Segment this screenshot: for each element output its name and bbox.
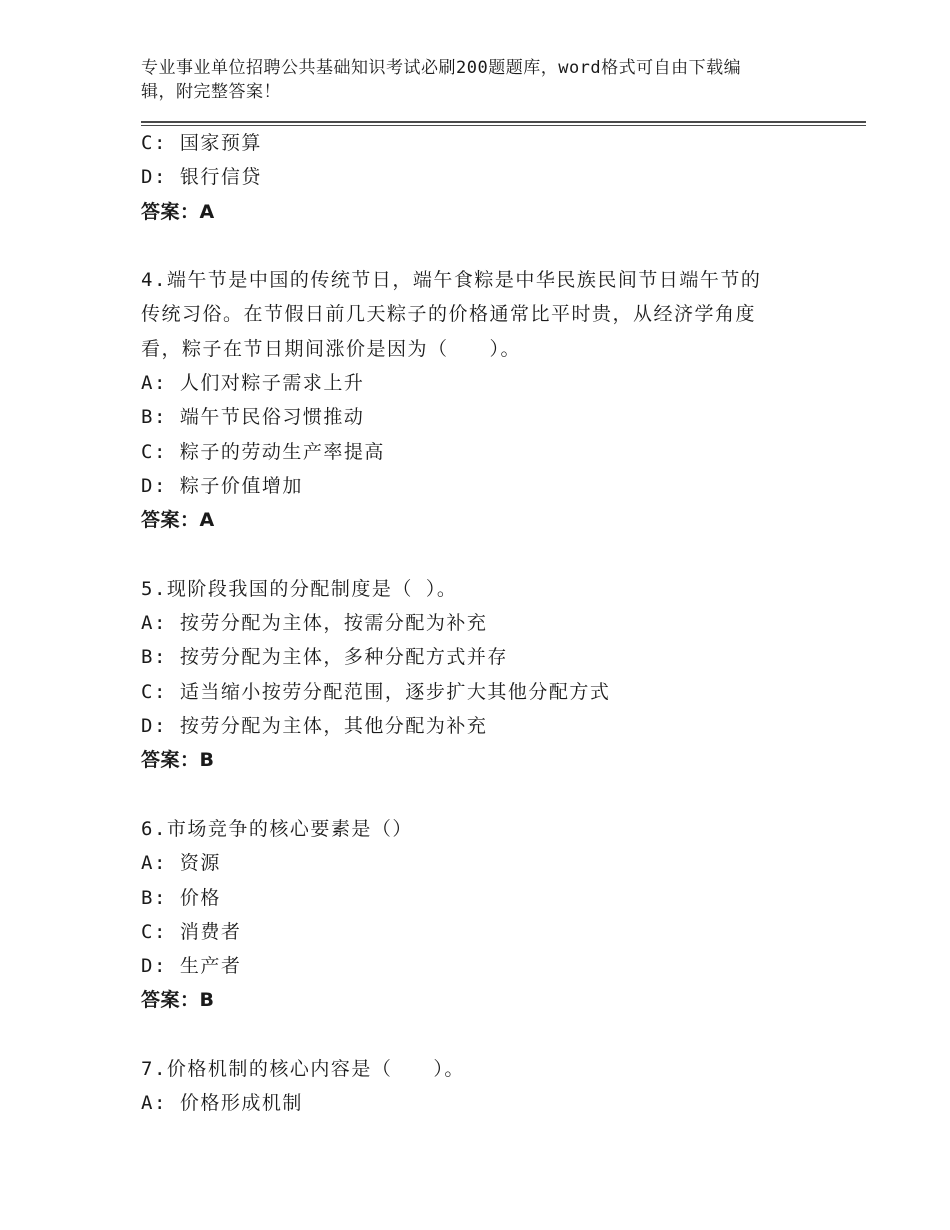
option-a: A: 价格形成机制 <box>141 1092 303 1115</box>
option-b: B: 端午节民俗习惯推动 <box>141 406 365 429</box>
question-stem: 传统习俗。在节假日前几天粽子的价格通常比平时贵，从经济学角度 <box>141 303 757 326</box>
spacer <box>141 229 821 263</box>
question-stem: 5.现阶段我国的分配制度是（ ）。 <box>141 577 458 600</box>
option-b: B: 价格 <box>141 886 221 909</box>
question-7 <box>141 1052 821 1121</box>
option-a: A: 资源 <box>141 852 221 875</box>
page-header <box>141 56 801 104</box>
question-3-tail <box>141 126 821 229</box>
header-line-1: 专业事业单位招聘公共基础知识考试必刷200题题库，word格式可自由下载编 <box>141 58 742 78</box>
option-c: C: 国家预算 <box>141 132 262 154</box>
option-d: D: 生产者 <box>141 955 242 978</box>
answer: 答案：A <box>141 509 215 532</box>
header-rule-thick <box>141 121 866 123</box>
option-c: C: 粽子的劳动生产率提高 <box>141 440 385 463</box>
question-list <box>141 126 821 1121</box>
question-4 <box>141 263 821 537</box>
option-b: B: 按劳分配为主体，多种分配方式并存 <box>141 646 508 669</box>
question-stem: 看，粽子在节日期间涨价是因为（ ）。 <box>141 337 522 360</box>
spacer <box>141 1018 821 1052</box>
option-a: A: 人们对粽子需求上升 <box>141 372 365 395</box>
spacer <box>141 538 821 572</box>
option-c: C: 适当缩小按劳分配范围，逐步扩大其他分配方式 <box>141 680 611 703</box>
answer: 答案：B <box>141 749 215 772</box>
answer: 答案：B <box>141 989 215 1012</box>
option-d: D: 银行信贷 <box>141 166 262 189</box>
option-a: A: 按劳分配为主体，按需分配为补充 <box>141 612 488 635</box>
question-stem: 6.市场竞争的核心要素是（） <box>141 817 413 840</box>
question-5 <box>141 572 821 778</box>
answer: 答案：A <box>141 200 215 223</box>
question-stem: 4.端午节是中国的传统节日，端午食粽是中华民族民间节日端午节的 <box>141 269 762 292</box>
question-stem: 7.价格机制的核心内容是（ ）。 <box>141 1058 465 1081</box>
option-d: D: 粽子价值增加 <box>141 474 303 497</box>
option-c: C: 消费者 <box>141 920 242 943</box>
spacer <box>141 778 821 812</box>
option-d: D: 按劳分配为主体，其他分配为补充 <box>141 715 488 738</box>
header-line-2: 辑，附完整答案！ <box>141 82 281 102</box>
question-6 <box>141 812 821 1018</box>
